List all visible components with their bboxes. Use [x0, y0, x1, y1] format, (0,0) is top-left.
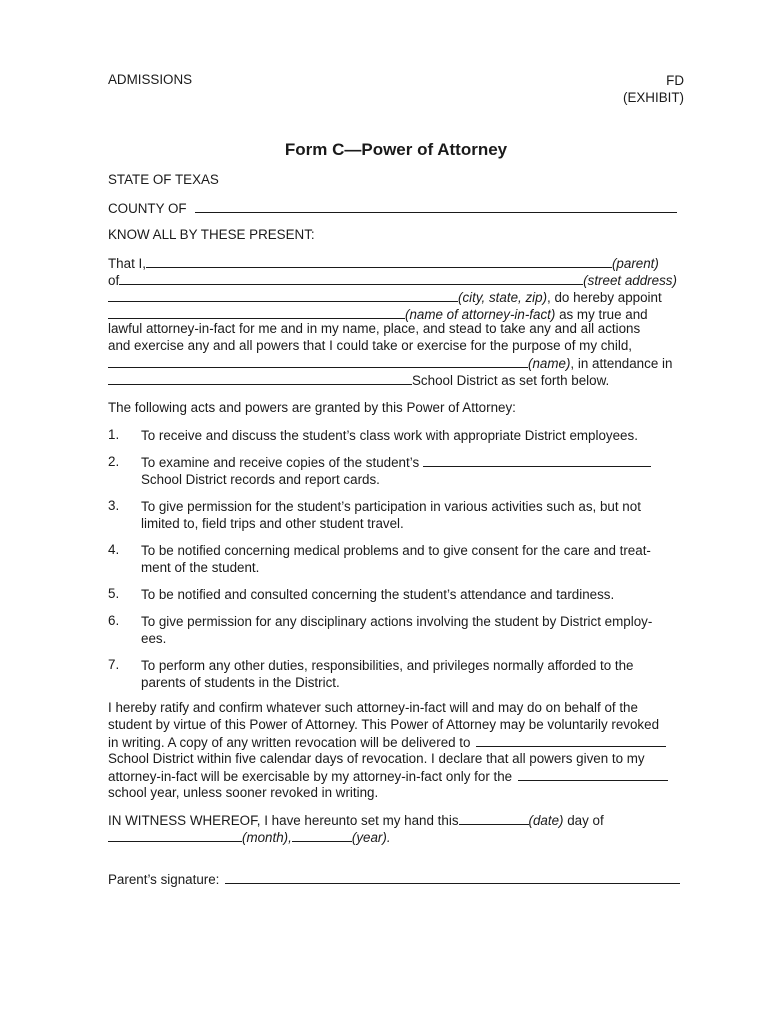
- item-text-line: limited to, field trips and other student travel.: [141, 516, 404, 531]
- month-label: (month),: [242, 830, 292, 845]
- date-field[interactable]: [459, 812, 529, 825]
- item-text: [141, 542, 681, 576]
- item-number: 4.: [108, 542, 120, 557]
- header-exhibit-label: (EXHIBIT): [622, 90, 684, 105]
- header-admissions: ADMISSIONS: [108, 72, 193, 87]
- attorney-name-field[interactable]: [108, 306, 405, 319]
- header-exhibit: [623, 72, 684, 106]
- date-label: (date): [528, 813, 564, 828]
- signature-field[interactable]: [225, 871, 680, 884]
- school-year-field[interactable]: [518, 768, 668, 781]
- attendance-text: , in attendance in: [570, 356, 673, 371]
- item-text: [141, 657, 681, 691]
- ratify-line-1: I hereby ratify and confirm whatever such attorney-in-fact will and may do on behalf of the: [108, 700, 638, 715]
- county-field[interactable]: [195, 199, 677, 213]
- item-text-line: To be notified concerning medical problems and to give consent for the care and treat-: [141, 543, 651, 558]
- school-district-field[interactable]: [108, 372, 412, 385]
- true-and-text: as my true and: [555, 307, 648, 322]
- parent-name-field[interactable]: [146, 255, 612, 268]
- city-label: (city, state, zip): [458, 290, 548, 305]
- ratify-line-4: School District within five calendar days of revocation. I declare that all powers given to my: [108, 751, 645, 766]
- state-line: STATE OF TEXAS: [108, 172, 219, 187]
- item-number: 5.: [108, 586, 120, 601]
- attorney-row: [108, 306, 648, 322]
- street-label: (street address): [583, 273, 677, 288]
- header-code: FD: [666, 73, 684, 88]
- ratify-line-2: student by virtue of this Power of Attorney. This Power of Attorney may be voluntarily revoked: [108, 717, 660, 732]
- city-state-zip-field[interactable]: [108, 289, 458, 302]
- county-label: COUNTY OF: [108, 201, 187, 216]
- para1-line5: lawful attorney-in-fact for me and in my name, place, and stead to take any and all actions: [108, 321, 641, 336]
- appoint-text: , do hereby appoint: [547, 290, 662, 305]
- item-number: 2.: [108, 454, 120, 469]
- ratify-text: in writing. A copy of any written revocation will be delivered to: [108, 735, 471, 750]
- witness-row: [108, 812, 604, 828]
- month-year-row: [108, 829, 391, 845]
- child-name-field[interactable]: [108, 355, 528, 368]
- parent-label: (parent): [611, 256, 659, 271]
- district-row: [108, 372, 609, 388]
- signature-label: Parent’s signature:: [108, 872, 220, 887]
- city-row: [108, 289, 662, 305]
- item-text: To be notified and consulted concerning the student’s attendance and tardiness.: [141, 587, 615, 602]
- ratify-line-6: school year, unless sooner revoked in writing.: [108, 785, 379, 800]
- item-text-line: School District records and report cards.: [141, 472, 380, 487]
- month-field[interactable]: [108, 829, 242, 842]
- street-row: [108, 272, 677, 288]
- street-address-field[interactable]: [119, 272, 583, 285]
- ratify-line-5: [108, 768, 668, 784]
- para1-line6: and exercise any and all powers that I could take or exercise for the purpose of my child,: [108, 338, 633, 353]
- item-text-line: To give permission for any disciplinary actions involving the student by District employ-: [141, 614, 653, 629]
- item-text-line: To examine and receive copies of the student’s: [141, 455, 420, 470]
- attorney-label: (name of attorney-in-fact): [405, 307, 556, 322]
- item-text-line: ees.: [141, 631, 167, 646]
- item-text: [141, 454, 681, 488]
- item-text-line: To give permission for the student’s participation in various activities such as, but not: [141, 499, 641, 514]
- item-text-line: parents of students in the District.: [141, 675, 340, 690]
- item-text: [141, 498, 681, 532]
- item-text-line: To perform any other duties, responsibilities, and privileges normally afforded to the: [141, 658, 634, 673]
- district-text: School District as set forth below.: [412, 373, 610, 388]
- item-number: 6.: [108, 613, 120, 628]
- county-row: [108, 199, 677, 216]
- item-number: 7.: [108, 657, 120, 672]
- page-title: Form C—Power of Attorney: [284, 140, 508, 159]
- ratify-text: attorney-in-fact will be exercisable by my attorney-in-fact only for the: [108, 769, 513, 784]
- year-field[interactable]: [292, 829, 352, 842]
- school-name-field[interactable]: [423, 454, 651, 467]
- item-text: To receive and discuss the student’s class work with appropriate District employees.: [141, 428, 638, 443]
- item-text-line: ment of the student.: [141, 560, 260, 575]
- year-label: (year).: [351, 830, 391, 845]
- witness-text: IN WITNESS WHEREOF, I have hereunto set my hand this: [108, 813, 459, 828]
- parent-row: [108, 255, 659, 271]
- name-label: (name): [528, 356, 571, 371]
- item-text: [141, 613, 681, 647]
- of-text: of: [108, 273, 120, 288]
- child-row: [108, 355, 672, 371]
- day-of-text: day of: [563, 813, 604, 828]
- ratify-line-3: [108, 734, 666, 750]
- revocation-school-field[interactable]: [476, 734, 666, 747]
- signature-row: [108, 871, 680, 887]
- acts-intro: The following acts and powers are granted by this Power of Attorney:: [108, 400, 516, 415]
- know-all-line: KNOW ALL BY THESE PRESENT:: [108, 227, 315, 242]
- item-number: 3.: [108, 498, 120, 513]
- that-i-text: That I,: [108, 256, 146, 271]
- item-number: 1.: [108, 427, 120, 442]
